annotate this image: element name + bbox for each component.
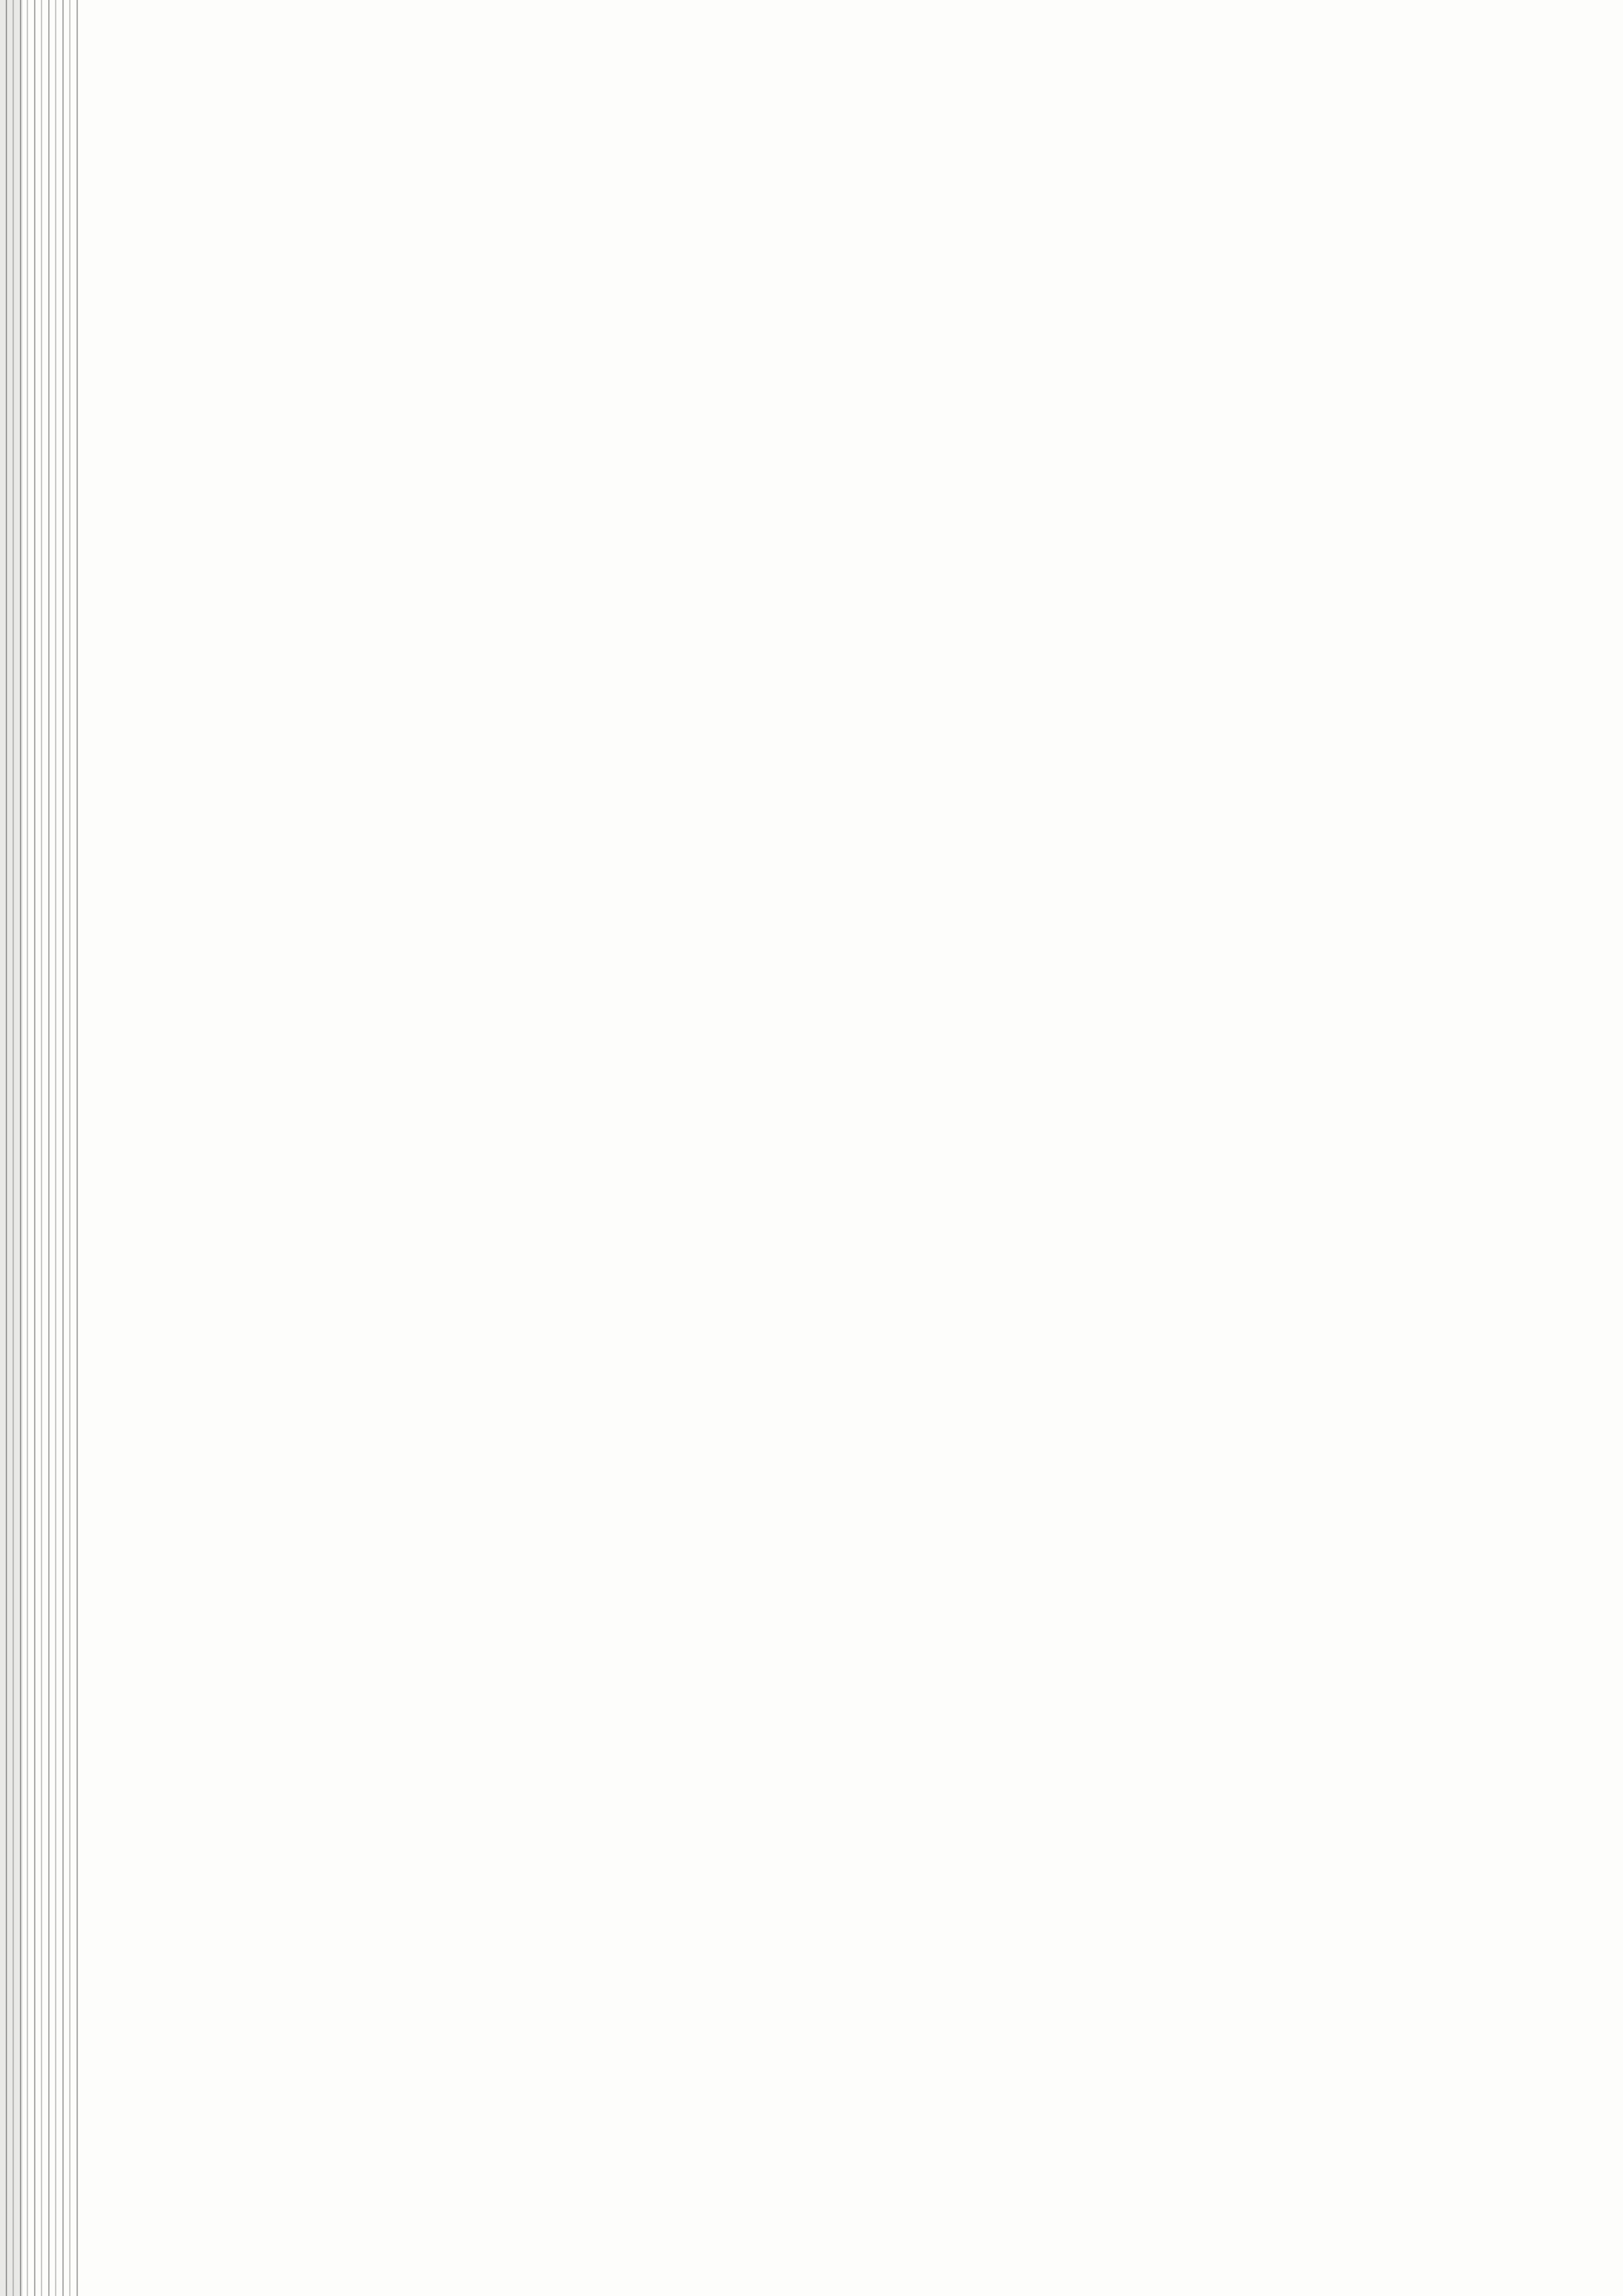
page-binding-edge: [0, 0, 79, 2296]
